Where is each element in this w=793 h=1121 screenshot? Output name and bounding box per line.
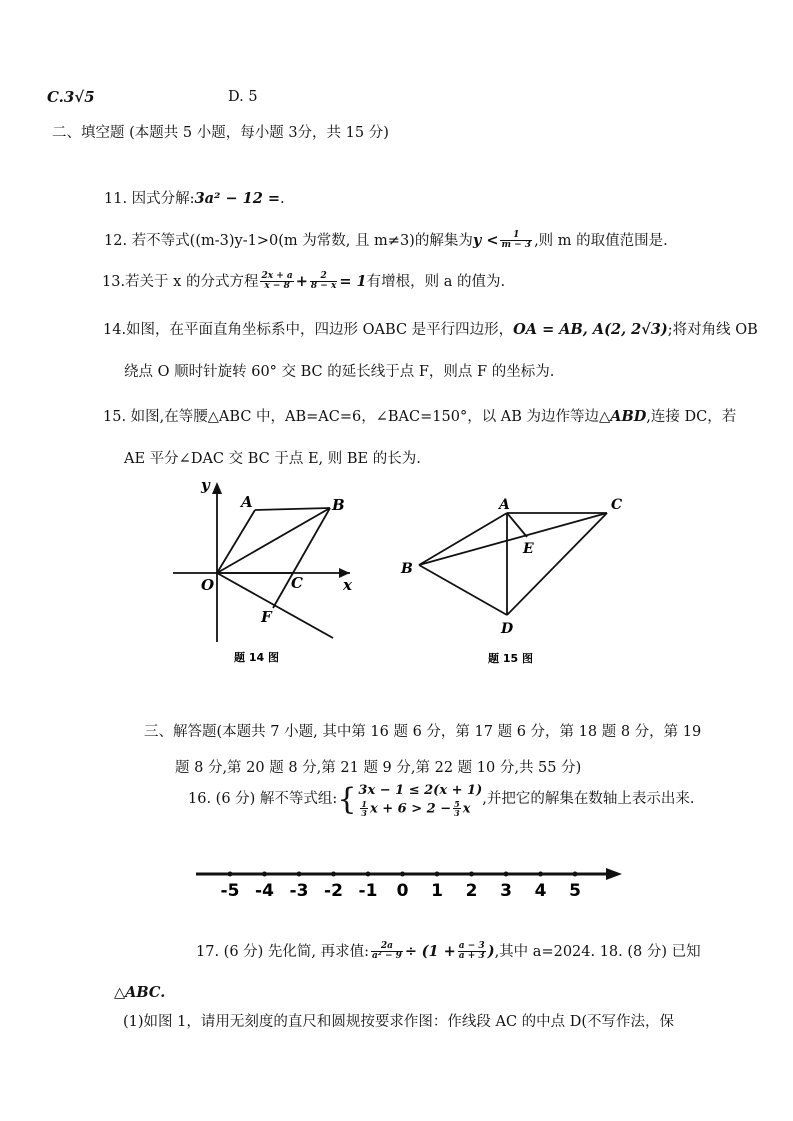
number-line-tick (573, 872, 578, 877)
section-3-heading-line-2: 题 8 分,第 20 题 8 分,第 21 题 9 分,第 22 题 10 分,共 55 分) (175, 760, 582, 776)
section-2-heading: 二、填空题 (本题共 5 小题，每小题 3分，共 15 分) (52, 125, 389, 141)
number-line-tick (469, 872, 474, 877)
number-line-tick (262, 872, 267, 877)
q14-expr: OA = AB, A(2, 2√3) (513, 321, 668, 338)
number-line-arrow (606, 868, 622, 880)
q14-text-a: 14.如图，在平面直角坐标系中，四边形 OABC 是平行四边形， (103, 322, 514, 338)
figure-14 (165, 470, 375, 670)
q16-text-b: ,并把它的解集在数轴上表示出来. (482, 791, 695, 808)
fig15-segment-ae (507, 513, 527, 537)
fig14-label-c: C (291, 574, 303, 592)
question-12 (104, 231, 668, 251)
q17-fraction-2: $\frac{a - 3}{a + 3}$ (458, 941, 485, 962)
q17-fraction-1: $\frac{2a}{\text{a² − 9}}$ (372, 941, 402, 962)
fig14-segment-ab (255, 508, 330, 510)
number-line-tick-label: -2 (324, 881, 343, 901)
q16-brace: { (337, 781, 357, 817)
fig15-label-e: E (523, 541, 534, 557)
q11-end: . (280, 191, 285, 207)
number-line-tick (228, 872, 233, 877)
number-line-tick-label: 3 (500, 881, 512, 901)
number-line-tick (400, 872, 405, 877)
fig14-segment-bf (273, 508, 330, 608)
number-line-tick-label: 2 (465, 881, 478, 901)
fig14-ray-of (217, 573, 333, 638)
q13-plus: + (295, 272, 308, 290)
q12-fraction: $\frac{1}{m - 3}$ (501, 230, 532, 251)
option-c: C.3√5 (47, 88, 95, 106)
q13-fraction-2: $\frac{2}{8 - x}$ (310, 271, 337, 292)
fig14-caption: 题 14 图 (234, 651, 279, 664)
number-line-tick-label: 5 (569, 881, 581, 901)
fig15-segment-bd (419, 565, 507, 615)
q15-expr: △ABD (599, 408, 647, 425)
fig15-label-d: D (501, 621, 514, 637)
fig14-label-f: F (261, 608, 272, 626)
number-line-tick-label: 1 (431, 881, 443, 901)
q17-paren-close: ) (487, 942, 495, 960)
number-line-tick-label: 0 (396, 881, 409, 901)
number-line-ticks (221, 872, 581, 902)
number-line-tick (366, 872, 371, 877)
question-13 (102, 272, 505, 292)
number-line-tick (538, 872, 543, 877)
q11-expr: 3a² − 12 = (194, 190, 281, 207)
q15-text-a: 15. 如图,在等腰△ABC 中，AB=AC=6，∠BAC=150°，以 AB 为边作等边 (103, 409, 600, 425)
fig14-label-o: O (201, 576, 215, 594)
q12-text-b: ,则 m 的取值范围是. (534, 232, 668, 249)
option-d: D. 5 (228, 89, 258, 105)
q12-text-a: 12. 若不等式((m-3)y-1>0(m 为常数, 且 m≠3)的解集为 (104, 232, 473, 249)
fig14-label-a: A (241, 493, 253, 511)
fig15-caption: 题 15 图 (488, 652, 533, 665)
fig15-segment-ab (419, 513, 507, 565)
question-16 (188, 782, 694, 817)
fig14-label-x: x (343, 576, 352, 594)
fig15-segment-dc (507, 513, 607, 615)
q14-text-b: ;将对角线 OB (667, 322, 758, 338)
question-18-part-1: (1)如图 1，请用无刻度的直尺和圆规按要求作图：作线段 AC 的中点 D(不写作法，保 (123, 1014, 675, 1030)
q16-text-a: 16. (6 分) 解不等式组: (188, 791, 338, 808)
fig15-label-c: C (611, 497, 623, 513)
figure-15 (395, 485, 635, 670)
q16-ineq-1: 3x − 1 ≤ 2(x + 1) (358, 783, 483, 798)
q13-text-b: 有增根，则 a 的值为. (366, 273, 506, 290)
fig14-segment-ob (217, 508, 330, 573)
number-line-tick (435, 872, 440, 877)
fig15-label-a: A (499, 497, 510, 513)
number-line (190, 858, 630, 903)
fig14-segment-oa (217, 510, 255, 573)
number-line-tick-label: -1 (358, 881, 378, 901)
q17-text-a: 17. (6 分) 先化简, 再求值: (196, 943, 370, 960)
fig14-label-y: y (201, 476, 210, 494)
question-17 (196, 942, 701, 962)
q13-fraction-1: $\frac{2x + a}{x - 8}$ (261, 271, 293, 292)
question-17-line-2: △ABC. (114, 984, 166, 1001)
question-15-line-1 (103, 408, 736, 426)
question-15-line-2: AE 平分∠DAC 交 BC 于点 E, 则 BE 的长为. (124, 451, 421, 467)
q16-ineq-2: $\frac{1}{3}$ x + 6 > 2 − $\frac{5}{3}$ x (361, 798, 471, 818)
question-14-line-1 (103, 321, 758, 339)
number-line-tick (504, 872, 509, 877)
number-line-tick (297, 872, 302, 877)
q17-paren-open: (1 + (421, 942, 456, 960)
section-3-heading-line-1: 三、解答题(本题共 7 小题, 其中第 16 题 6 分，第 17 题 6 分，第 18 题 8 分，第 19 (144, 724, 702, 740)
number-line-tick-label: -3 (289, 881, 309, 901)
number-line-tick-label: -4 (255, 881, 274, 901)
q11-text: 11. 因式分解: (104, 191, 195, 207)
q13-equals: = 1 (339, 272, 367, 290)
q16-system (358, 782, 482, 817)
question-11 (104, 190, 285, 208)
fig14-label-b: B (332, 496, 345, 514)
number-line-tick-label: -5 (220, 881, 240, 901)
question-14-line-2: 绕点 O 顺时针旋转 60° 交 BC 的延长线于点 F，则点 F 的坐标为. (124, 364, 555, 380)
fig14-y-arrow (212, 482, 222, 494)
q17-text-b: ,其中 a=2024. 18. (8 分) 已知 (494, 943, 701, 960)
fig15-label-b: B (401, 561, 413, 577)
number-line-tick-label: 4 (534, 881, 547, 901)
q12-expr: y < (472, 231, 499, 249)
number-line-tick (331, 872, 336, 877)
q13-text-a: 13.若关于 x 的分式方程 (102, 273, 259, 290)
q17-div: ÷ (404, 942, 418, 960)
q15-text-b: ,连接 DC，若 (646, 409, 737, 425)
